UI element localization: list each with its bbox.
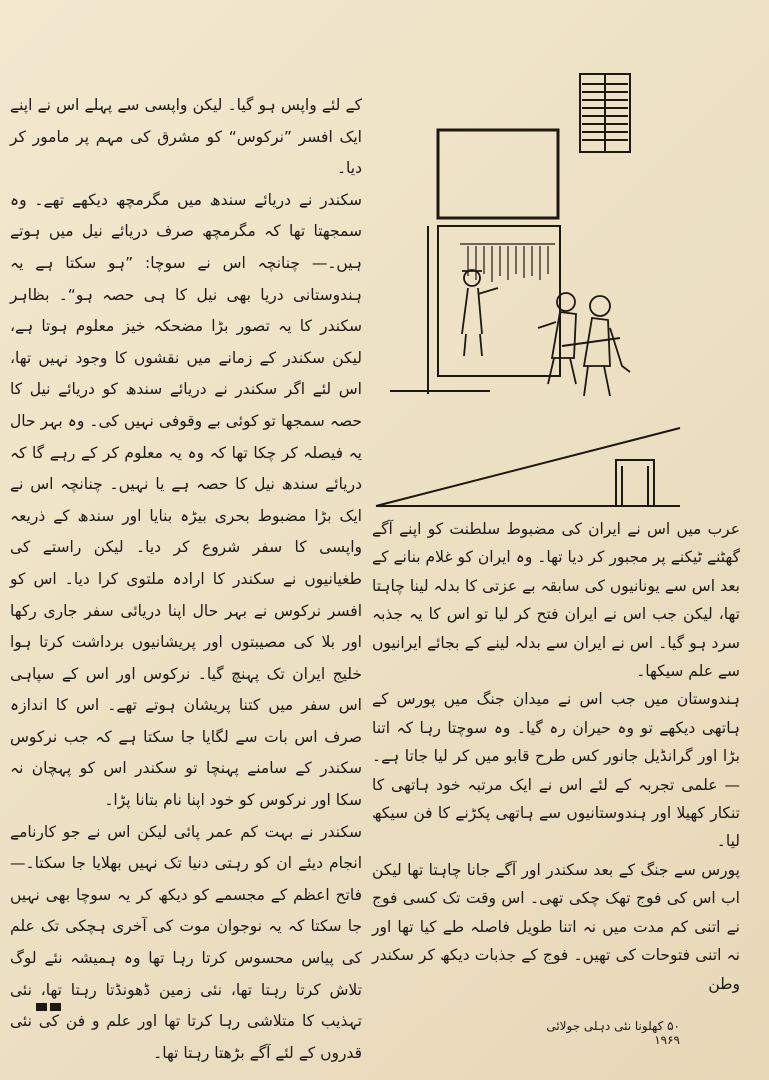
shutter-window <box>580 74 630 152</box>
page-footer: ۵۰ کھلونا نئی دہلی جولائی ۱۹۶۹ <box>546 1019 680 1047</box>
ramp-drawing <box>372 422 684 512</box>
walking-figures <box>538 293 630 396</box>
paragraph: کے لئے واپس ہو گیا۔ لیکن واپسی سے پہلے اس نے اپنے ایک افسر ”نرکوس“ کو مشرق کی مہم پر مامور کر دیا۔ <box>10 96 362 178</box>
doorway <box>390 226 620 394</box>
paragraph: پورس سے جنگ کے بعد سکندر اور آگے جانا چاہتا تھا لیکن اب اس کی فوج تھک چکی تھی۔ اس وقت تک کسی فوج نے اتنی کم مدت میں نہ اتنا طویل فاصلہ طے کیا تھا اور نہ اتنی فتوحات کی تھیں۔ فوج کے جذبات دیکھ کر سکندر وطن <box>372 860 740 993</box>
paragraph: ہندوستان میں جب اس نے میدان جنگ میں پورس کے ہاتھی دیکھے تو وہ حیران رہ گیا۔ وہ سوچتا رہا کہ اتنا بڑا اور گرانڈیل جانور کس طرح قابو میں کر لیا جاتا ہے۔— علمی تجربہ کے لئے اس نے ایک مرتبہ خود ہاتھی کا تنکار کھیلا اور ہندوستانیوں سے ہاتھی پکڑنے کا فن سیکھ لیا۔ <box>372 690 740 851</box>
right-text-column <box>372 515 740 998</box>
page-marker <box>36 996 68 1006</box>
paragraph: عرب میں اس نے ایران کی مضبوط سلطنت کو اپنے آگے گھٹنے ٹیکنے پر مجبور کر دیا تھا۔ وہ ایران کو غلام بنانے کے بعد اس سے یونانیوں کی سابقہ بے عزتی کا بدلہ لینا چاہتا تھا، لیکن جب اس نے ایران فتح کر لیا تو اس کا یہ جذبہ سرد ہو گیا۔ اس نے ایران سے بدلہ لینے کے بجائے ایرانیوں سے علم سیکھا۔ <box>372 520 740 681</box>
paragraph: سکندر نے دریائے سندھ میں مگرمچھ دیکھے تھے۔ وہ سمجھتا تھا کہ مگرمچھ صرف دریائے نیل میں ہوتے ہیں۔— چنانچہ اس نے سوچا: ”ہو سکتا ہے یہ ہندوستانی دریا بھی نیل کا ہی حصہ ہو“۔ بظاہر سکندر کا یہ تصور بڑا مضحکہ خیز معلوم ہوتا ہے، لیکن سکندر کے زمانے میں نقشوں کا وجود نہیں تھا، اس لئے اگر سکندر نے دریائے سندھ کو دریائے نیل کا حصہ سمجھا تو کوئی بے وقوفی نہیں کی۔ وہ بہر حال یہ فیصلہ کر چکا تھا کہ وہ یہ معلوم کر کے رہے گا کہ دریائے سندھ نیل کا حصہ ہے یا نہیں۔ چنانچہ اس نے ایک بڑا مضبوط بحری بیڑہ بنایا اور سندھ کے ذریعہ واپسی کا سفر شروع کر دیا۔ لیکن راستے کی طغیانیوں نے سکندر کا ارادہ ملتوی کرا دیا۔ اس کو افسر نرکوس نے بہر حال اپنا دریائی سفر جاری رکھا اور بلا کی مصیبتوں اور پریشانیوں برداشت کرتا ہوا خلیج ایران تک پہنچ گیا۔ نرکوس اور اس کے سپاہی اس سفر میں کتنا پریشان ہوتے تھے۔ اس کا اندازہ صرف اس بات سے لگایا جا سکتا ہے کہ جب نرکوس سکندر کے سامنے پہنچا تو سکندر اس کو پہچان نہ سکا اور نرکوس کو خود اپنا نام بتانا پڑا۔ <box>10 190 362 810</box>
wall-sign <box>438 130 558 218</box>
cartoon-illustration <box>370 66 680 406</box>
left-text-column <box>10 90 362 1069</box>
clothes-rack <box>460 244 555 282</box>
shopkeeper-figure <box>462 270 498 356</box>
paragraph: سکندر نے بہت کم عمر پائی لیکن اس نے جو کارنامے انجام دیئے ان کو رہتی دنیا تک نہیں بھلایا جا سکتا۔— فاتح اعظم کے مجسمے کو دیکھ کر یہ سوچا بھی نہیں جا سکتا کہ یہ نوجوان موت کی آخری ہچکی تک علم کی پیاس محسوس کرتا رہا تھا وہ ہمیشہ نئے لوگ تلاش کرتا رہتا تھا، نئی زمین ڈھونڈتا رہتا تھا، نئی تہذیب کا متلاشی رہا کرتا تھا اور علم و فن کی نئی قدروں کے لئے آگے بڑھتا رہتا تھا۔ <box>10 822 362 1062</box>
